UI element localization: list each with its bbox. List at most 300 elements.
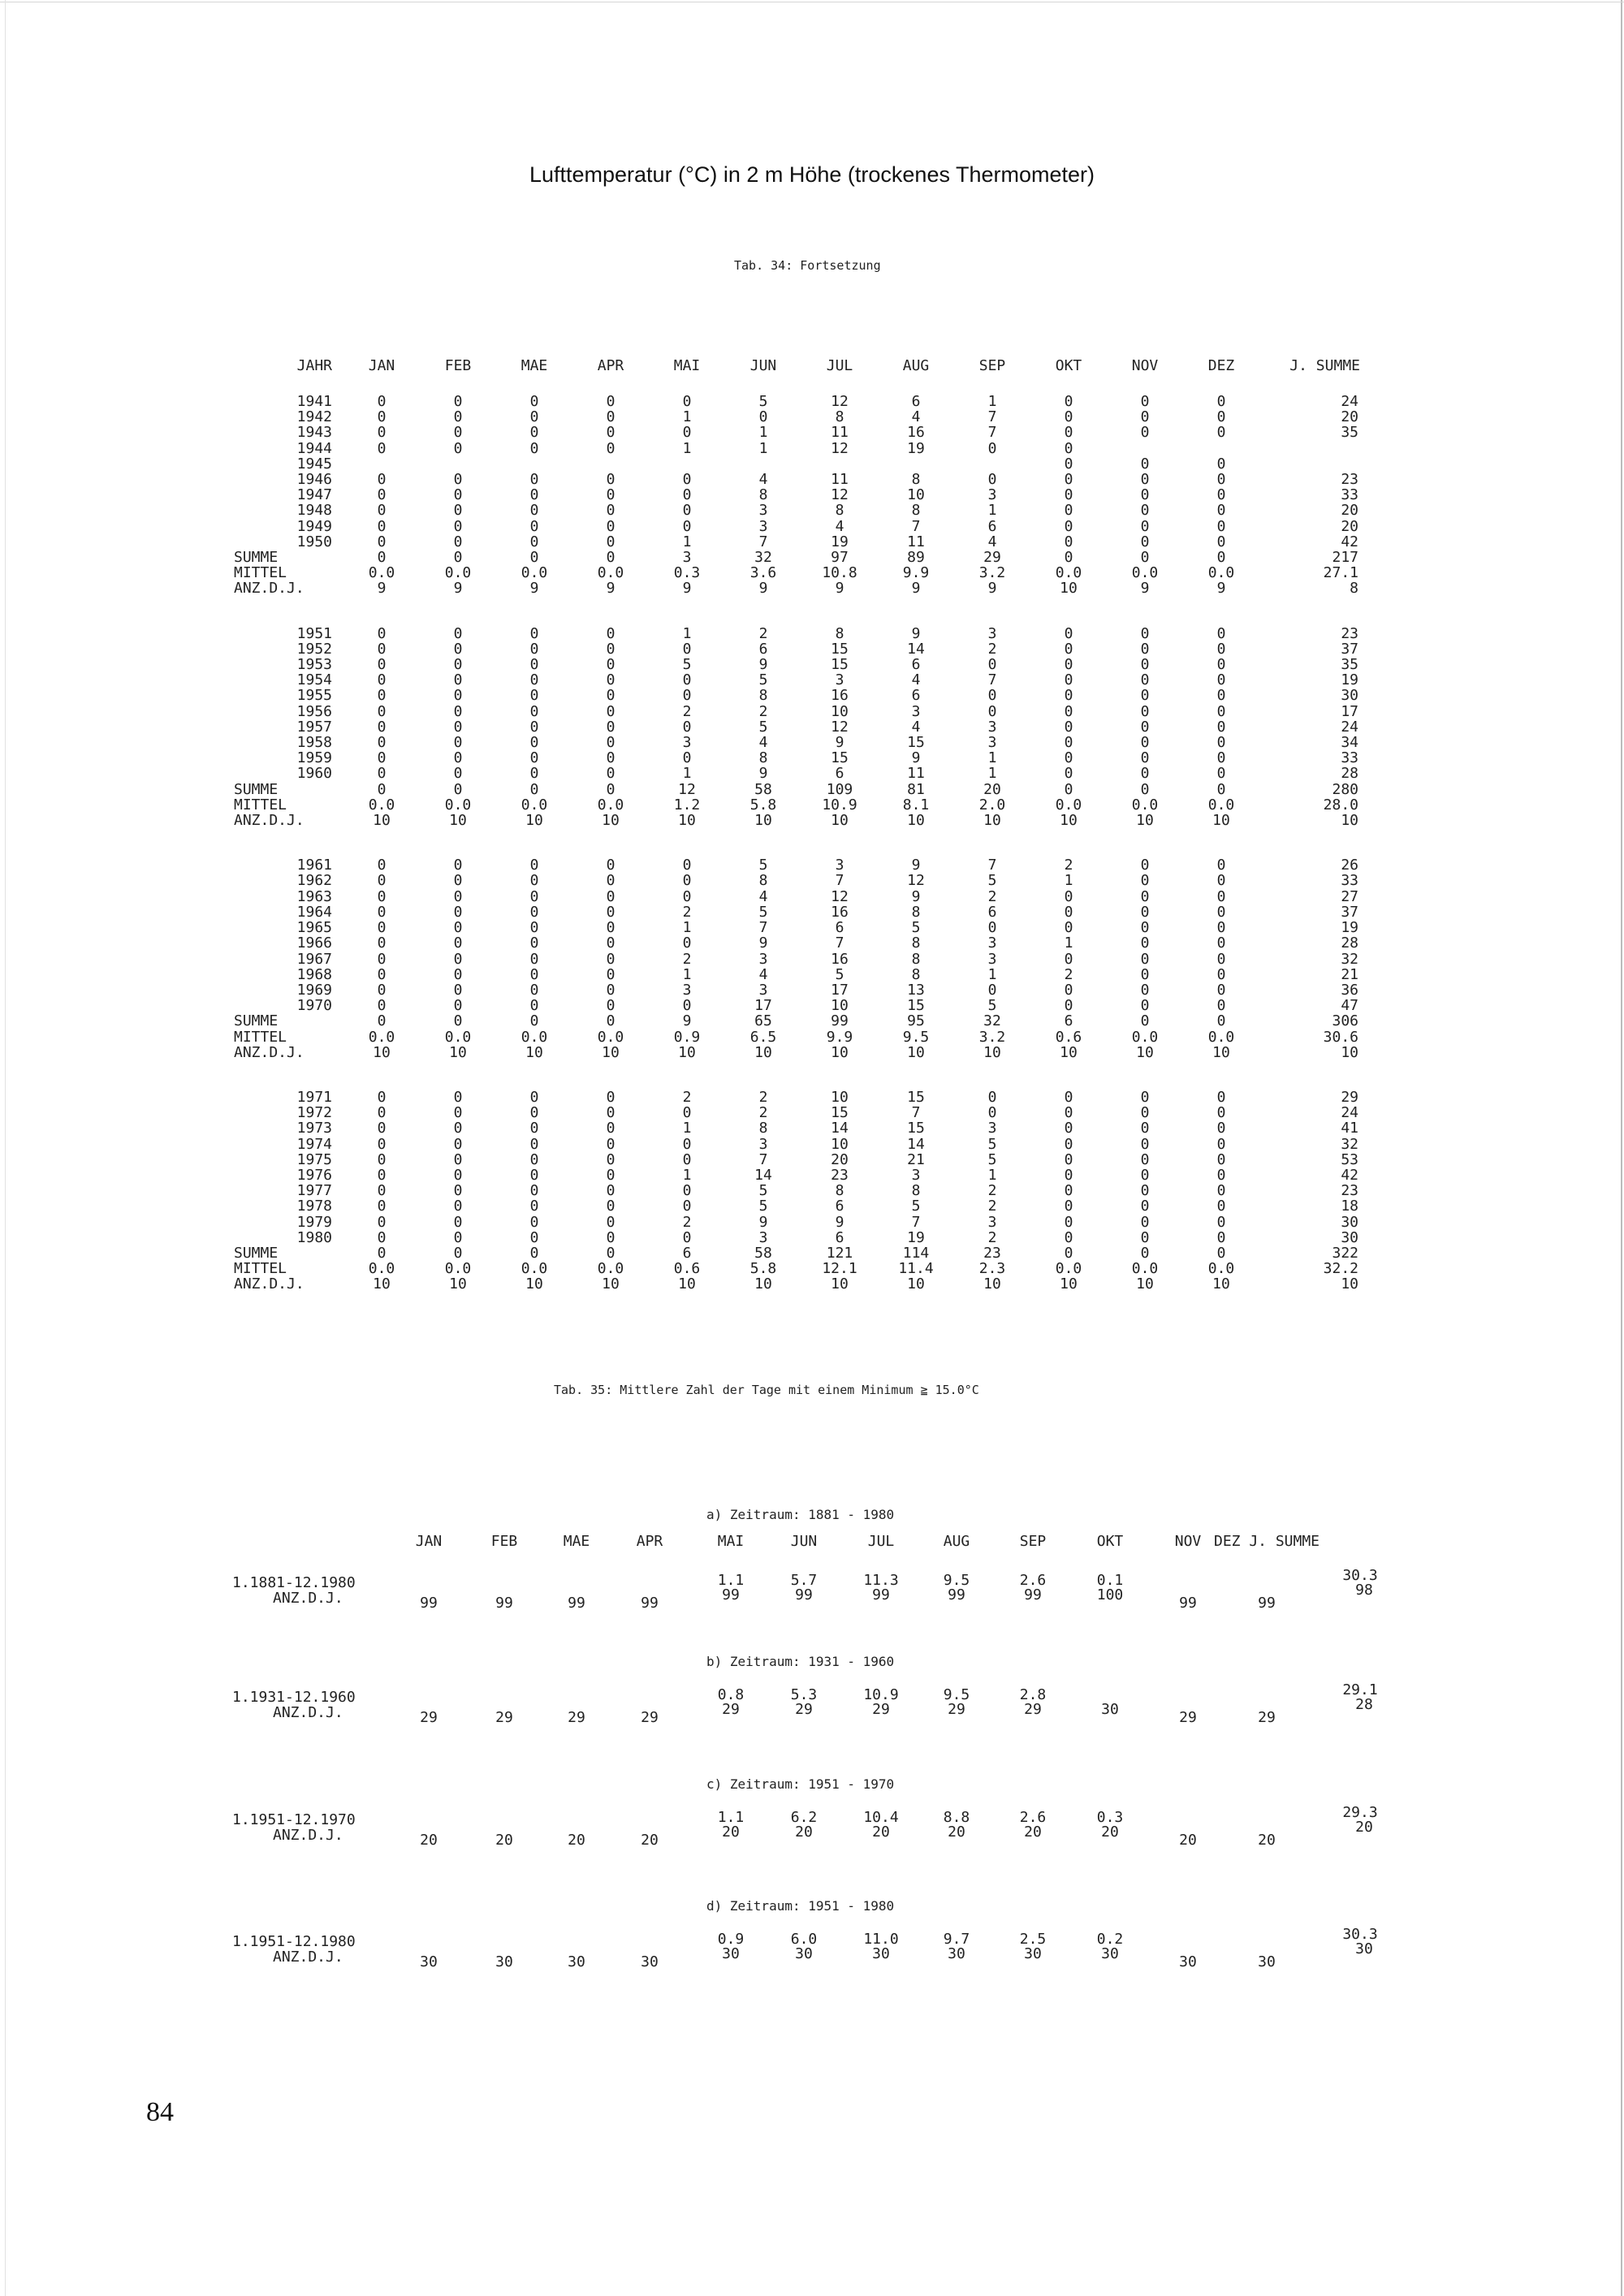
table-row	[227, 1120, 1362, 1136]
value-cell: 3	[835, 671, 844, 689]
annual-sum-cell: 8	[1350, 580, 1358, 598]
value-cell: 0	[682, 997, 692, 1015]
value-cell: 0	[1216, 872, 1226, 890]
value-cell: 0	[682, 517, 692, 535]
value-cell: 0	[606, 624, 615, 642]
table-row	[227, 719, 1362, 735]
annual-sum-cell: 24	[1341, 718, 1358, 736]
annual-sum-cell: 20	[1341, 502, 1358, 520]
value-cell: 0	[453, 1182, 463, 1200]
value-cell: 0.0	[444, 564, 472, 582]
table-row	[227, 750, 1362, 766]
mean-value: 9.7	[943, 1931, 970, 1948]
value-cell: 0	[377, 1182, 387, 1200]
mean-value: 6.2	[790, 1809, 818, 1826]
value-cell: 0	[377, 934, 387, 952]
annual-sum-cell	[1259, 456, 1362, 472]
table-row	[227, 472, 1362, 487]
value-cell: 0	[606, 671, 615, 689]
value-cell: 10	[983, 1275, 1001, 1293]
value-cell: 0	[1216, 502, 1226, 520]
value-cell: 15	[831, 640, 849, 658]
value-cell: 9	[911, 857, 921, 874]
value-cell: 2	[682, 1088, 692, 1106]
header-month: JAN	[368, 357, 395, 374]
value-cell: 0	[377, 671, 387, 689]
annual-sum-cell: 21	[1341, 965, 1358, 983]
value-cell: 10	[907, 812, 925, 830]
value-cell: 8	[758, 486, 768, 504]
value-cell: 0	[453, 718, 463, 736]
value-cell: 9	[911, 749, 921, 767]
anz-row	[227, 813, 1362, 828]
value-cell: 19	[831, 533, 849, 550]
value-cell: 0	[1064, 950, 1073, 968]
value-cell: 10	[983, 812, 1001, 830]
value-cell: 10	[831, 1088, 849, 1106]
summe-label: SUMME	[234, 780, 279, 798]
value-cell: 0	[1216, 640, 1226, 658]
table-row	[227, 1215, 1362, 1230]
value-cell: 2	[758, 702, 768, 720]
value-cell: 0	[453, 1166, 463, 1184]
value-cell: 0	[1140, 1198, 1150, 1215]
value-cell: 0	[453, 950, 463, 968]
mittel-label: MITTEL	[234, 1260, 287, 1278]
value-cell: 0	[1064, 424, 1073, 442]
value-cell: 0	[529, 439, 539, 457]
value-cell: 0	[1216, 934, 1226, 952]
value-cell: 0	[529, 1213, 539, 1231]
value-cell: 1	[987, 393, 997, 410]
value-cell: 0	[1064, 533, 1073, 550]
value-cell: 6	[682, 1244, 692, 1262]
value-cell	[572, 456, 649, 472]
value-cell: 0	[1216, 486, 1226, 504]
value-cell: 0	[453, 424, 463, 442]
value-cell: 0	[1140, 1213, 1150, 1231]
value-cell: 0	[529, 872, 539, 890]
value-cell: 0.0	[1207, 796, 1235, 814]
period-label: 1.1931-12.1960	[232, 1689, 356, 1706]
value-cell: 9	[606, 580, 615, 598]
value-cell: 0	[529, 424, 539, 442]
value-cell: 0	[529, 887, 539, 905]
value-cell: 10	[525, 1275, 543, 1293]
value-cell: 2	[682, 950, 692, 968]
value-cell: 3	[987, 1213, 997, 1231]
value-cell: 0	[606, 1198, 615, 1215]
value-cell: 15	[907, 997, 925, 1015]
anz-value: 29	[1179, 1709, 1197, 1726]
value-cell: 1	[682, 919, 692, 937]
value-cell: 10	[1060, 1275, 1078, 1293]
anz-value: 99	[568, 1595, 585, 1612]
anz-value: 29	[1258, 1709, 1276, 1726]
value-cell: 0	[682, 1104, 692, 1122]
value-cell: 0	[529, 919, 539, 937]
value-cell: 2	[987, 1182, 997, 1200]
annual-sum-cell: 30	[1341, 1228, 1358, 1246]
value-cell: 1	[682, 408, 692, 426]
value-cell: 0	[1064, 624, 1073, 642]
year-cell: 1950	[296, 533, 332, 550]
annual-sum-cell: 33	[1341, 486, 1358, 504]
value-cell: 0	[1140, 702, 1150, 720]
annual-sum-cell: 19	[1341, 671, 1358, 689]
value-cell: 0	[453, 749, 463, 767]
value-cell	[954, 456, 1030, 472]
value-cell: 0	[529, 549, 539, 567]
value-cell: 3	[682, 981, 692, 999]
table-row	[227, 1230, 1362, 1245]
value-cell: 0	[1216, 1182, 1226, 1200]
value-cell: 0	[682, 640, 692, 658]
value-cell: 0	[606, 471, 615, 489]
value-cell: 0	[377, 1012, 387, 1030]
anz-value: 99	[1024, 1586, 1042, 1603]
value-cell: 9	[835, 1213, 844, 1231]
value-cell: 0	[1216, 549, 1226, 567]
value-cell: 0	[377, 517, 387, 535]
header-month: NOV	[1131, 357, 1159, 374]
value-cell: 0	[529, 1244, 539, 1262]
value-cell: 9	[758, 656, 768, 674]
value-cell: 2	[682, 1213, 692, 1231]
value-cell: 7	[987, 424, 997, 442]
table-34-body	[227, 377, 1362, 1293]
value-cell: 0	[453, 1012, 463, 1030]
value-cell: 0	[377, 997, 387, 1015]
value-cell: 10	[907, 1275, 925, 1293]
anz-value: 20	[1355, 1819, 1373, 1836]
value-cell: 3	[987, 734, 997, 752]
anz-value: 29	[795, 1701, 813, 1718]
value-cell: 9	[377, 580, 387, 598]
value-cell: 0.0	[520, 796, 548, 814]
mean-value: 2.6	[1019, 1809, 1047, 1826]
table-35-header	[219, 1533, 1393, 1554]
value-cell: 0	[1216, 857, 1226, 874]
value-cell: 0	[1064, 780, 1073, 798]
value-cell: 10	[678, 1043, 696, 1061]
annual-sum-cell: 33	[1341, 749, 1358, 767]
anz-value: 30	[1024, 1945, 1042, 1962]
value-cell: 0	[987, 1104, 997, 1122]
value-cell: 10	[754, 1275, 772, 1293]
value-cell: 0	[682, 671, 692, 689]
mean-value: 5.3	[790, 1686, 818, 1703]
value-cell: 9	[758, 934, 768, 952]
header-jahr: JAHR	[296, 357, 332, 374]
value-cell: 0	[529, 502, 539, 520]
table-row	[227, 657, 1362, 672]
value-cell: 0	[1140, 1182, 1150, 1200]
value-cell: 0	[377, 765, 387, 783]
annual-sum-cell: 28	[1341, 934, 1358, 952]
value-cell: 1	[682, 1166, 692, 1184]
year-cell: 1946	[296, 471, 332, 489]
value-cell: 0.0	[1131, 564, 1159, 582]
anz-value: 20	[795, 1823, 813, 1841]
value-cell	[343, 456, 420, 472]
value-cell: 0	[682, 1198, 692, 1215]
value-cell: 29	[983, 549, 1001, 567]
value-cell: 58	[754, 1244, 772, 1262]
value-cell: 0.0	[368, 796, 395, 814]
mean-value: 30.3	[1342, 1567, 1378, 1584]
value-cell: 7	[987, 857, 997, 874]
value-cell: 12	[831, 393, 849, 410]
value-cell: 0	[453, 702, 463, 720]
value-cell: 0	[529, 997, 539, 1015]
value-cell: 0	[453, 1244, 463, 1262]
value-cell: 0	[1064, 765, 1073, 783]
value-cell: 5	[987, 997, 997, 1015]
value-cell: 10	[373, 1043, 391, 1061]
value-cell: 0	[1064, 1120, 1073, 1137]
value-cell: 0	[529, 687, 539, 705]
annual-sum-cell: 18	[1341, 1198, 1358, 1215]
value-cell: 0	[453, 1104, 463, 1122]
value-cell: 9	[453, 580, 463, 598]
value-cell: 0	[529, 1120, 539, 1137]
value-cell: 0	[377, 1104, 387, 1122]
value-cell: 0	[377, 1213, 387, 1231]
anz-value: 30	[495, 1953, 513, 1970]
year-cell: 1980	[296, 1228, 332, 1246]
value-cell: 0	[1064, 981, 1073, 999]
table-row	[227, 1198, 1362, 1214]
value-cell: 0	[1216, 981, 1226, 999]
value-cell: 0	[453, 780, 463, 798]
value-cell: 4	[835, 517, 844, 535]
page-number: 84	[146, 2097, 174, 2127]
anz-value: 30	[1258, 1953, 1276, 1970]
value-cell: 0	[606, 486, 615, 504]
value-cell: 0	[606, 687, 615, 705]
value-cell: 10	[754, 1043, 772, 1061]
table-row	[227, 456, 1362, 472]
anz-value: 20	[1024, 1823, 1042, 1841]
value-cell: 0	[987, 656, 997, 674]
value-cell: 8	[758, 872, 768, 890]
value-cell: 0	[1064, 455, 1073, 473]
value-cell: 0	[1064, 1198, 1073, 1215]
value-cell: 0	[377, 887, 387, 905]
value-cell: 3	[758, 950, 768, 968]
value-cell: 9	[682, 580, 692, 598]
value-cell: 9	[758, 1213, 768, 1231]
table-row	[227, 1167, 1362, 1183]
value-cell: 15	[907, 734, 925, 752]
value-cell: 17	[831, 981, 849, 999]
value-cell: 10	[1212, 812, 1230, 830]
year-cell: 1978	[296, 1198, 332, 1215]
value-cell: 1	[987, 965, 997, 983]
mean-value: 9.5	[943, 1686, 970, 1703]
value-cell: 10	[449, 1275, 467, 1293]
value-cell: 0	[1216, 919, 1226, 937]
value-cell: 0	[1064, 393, 1073, 410]
header-month: JAN	[415, 1533, 443, 1550]
value-cell: 0	[682, 393, 692, 410]
value-cell: 0	[1216, 887, 1226, 905]
value-cell: 0	[1064, 1244, 1073, 1262]
value-cell: 0	[453, 857, 463, 874]
value-cell: 0	[606, 1135, 615, 1153]
value-cell: 0	[606, 749, 615, 767]
value-cell	[649, 456, 725, 472]
value-cell: 5	[682, 656, 692, 674]
value-cell: 0	[377, 624, 387, 642]
mean-value: 0.8	[717, 1686, 745, 1703]
value-cell: 16	[831, 950, 849, 968]
value-cell: 0.0	[520, 1028, 548, 1046]
value-cell: 9.9	[902, 564, 930, 582]
value-cell: 0	[606, 533, 615, 550]
value-cell: 9	[835, 734, 844, 752]
year-cell: 1961	[296, 857, 332, 874]
header-month: OKT	[1055, 357, 1082, 374]
value-cell: 12.1	[822, 1260, 857, 1278]
value-cell: 0	[1140, 872, 1150, 890]
year-cell: 1972	[296, 1104, 332, 1122]
year-cell: 1944	[296, 439, 332, 457]
header-month: MAE	[563, 1533, 590, 1550]
value-cell: 0	[1140, 997, 1150, 1015]
value-cell: 0	[1140, 533, 1150, 550]
annual-sum-cell: 32.2	[1323, 1260, 1358, 1278]
mean-value: 11.0	[863, 1931, 899, 1948]
table-35-section	[219, 1654, 1393, 1792]
value-cell: 0	[987, 981, 997, 999]
value-cell: 0	[1064, 749, 1073, 767]
value-cell: 0	[529, 965, 539, 983]
value-cell: 0	[606, 1088, 615, 1106]
value-cell: 0	[529, 1166, 539, 1184]
value-cell: 8	[911, 903, 921, 921]
year-cell: 1960	[296, 765, 332, 783]
value-cell: 7	[758, 919, 768, 937]
value-cell: 17	[754, 997, 772, 1015]
value-cell: 0	[453, 919, 463, 937]
value-cell: 12	[907, 872, 925, 890]
value-cell: 0	[377, 749, 387, 767]
value-cell: 81	[907, 780, 925, 798]
value-cell: 5	[758, 903, 768, 921]
table-row	[227, 998, 1362, 1013]
mean-value: 2.5	[1019, 1931, 1047, 1948]
year-cell: 1942	[296, 408, 332, 426]
spacer-row	[227, 377, 1362, 394]
mean-value: 29.1	[1342, 1681, 1378, 1698]
value-cell: 10	[831, 702, 849, 720]
value-cell: 0	[377, 533, 387, 550]
value-cell: 0.6	[673, 1260, 701, 1278]
year-cell: 1952	[296, 640, 332, 658]
value-cell: 0.0	[1207, 1028, 1235, 1046]
value-cell: 1	[987, 502, 997, 520]
value-cell: 23	[983, 1244, 1001, 1262]
value-cell: 0	[453, 687, 463, 705]
mittel-row	[227, 1261, 1362, 1276]
value-cell: 0	[606, 1104, 615, 1122]
value-cell: 0	[377, 1088, 387, 1106]
value-cell: 0	[377, 857, 387, 874]
value-cell	[725, 456, 801, 472]
value-cell	[1107, 441, 1183, 456]
value-cell: 0.0	[597, 1028, 624, 1046]
anz-value: 20	[1101, 1823, 1119, 1841]
anz-value: 20	[420, 1832, 438, 1849]
value-cell: 0	[453, 1135, 463, 1153]
value-cell: 10	[831, 997, 849, 1015]
value-cell: 10	[449, 1043, 467, 1061]
value-cell: 5	[911, 919, 921, 937]
mittel-label: MITTEL	[234, 564, 287, 582]
value-cell: 2.3	[978, 1260, 1006, 1278]
value-cell: 2	[758, 1104, 768, 1122]
value-cell: 0.0	[1207, 564, 1235, 582]
value-cell: 6	[911, 687, 921, 705]
value-cell: 0	[682, 934, 692, 952]
value-cell: 0.0	[368, 564, 395, 582]
value-cell: 11	[907, 765, 925, 783]
value-cell: 6.5	[749, 1028, 777, 1046]
mean-value: 0.9	[717, 1931, 745, 1948]
value-cell: 0.0	[1131, 1260, 1159, 1278]
value-cell: 1	[682, 624, 692, 642]
table-34	[227, 356, 1362, 1293]
value-cell: 0	[529, 734, 539, 752]
value-cell: 1	[682, 765, 692, 783]
value-cell: 3	[758, 1135, 768, 1153]
value-cell: 0	[1216, 408, 1226, 426]
value-cell: 0	[1064, 671, 1073, 689]
anz-value: 30	[1101, 1701, 1119, 1718]
value-cell: 0	[1064, 1088, 1073, 1106]
anz-value: 99	[641, 1595, 659, 1612]
value-cell: 0	[377, 687, 387, 705]
value-cell: 0	[1064, 439, 1073, 457]
value-cell: 0.0	[444, 1260, 472, 1278]
header-month: DEZ	[1207, 357, 1235, 374]
value-cell: 32	[754, 549, 772, 567]
value-cell: 21	[907, 1150, 925, 1168]
value-cell: 0	[682, 857, 692, 874]
annual-sum-cell: 23	[1341, 1182, 1358, 1200]
value-cell: 0	[377, 471, 387, 489]
annual-sum-cell: 34	[1341, 734, 1358, 752]
year-cell: 1957	[296, 718, 332, 736]
value-cell: 3	[758, 981, 768, 999]
value-cell: 0	[1140, 640, 1150, 658]
value-cell: 0	[529, 903, 539, 921]
value-cell: 4	[758, 965, 768, 983]
table-row	[227, 441, 1362, 456]
value-cell: 89	[907, 549, 925, 567]
value-cell: 10	[373, 1275, 391, 1293]
value-cell: 10	[1060, 580, 1078, 598]
value-cell: 0	[606, 872, 615, 890]
value-cell: 0	[453, 887, 463, 905]
value-cell: 7	[758, 533, 768, 550]
value-cell: 0	[1216, 424, 1226, 442]
summe-label: SUMME	[234, 1012, 279, 1030]
value-cell: 0	[987, 687, 997, 705]
value-cell: 0	[606, 408, 615, 426]
